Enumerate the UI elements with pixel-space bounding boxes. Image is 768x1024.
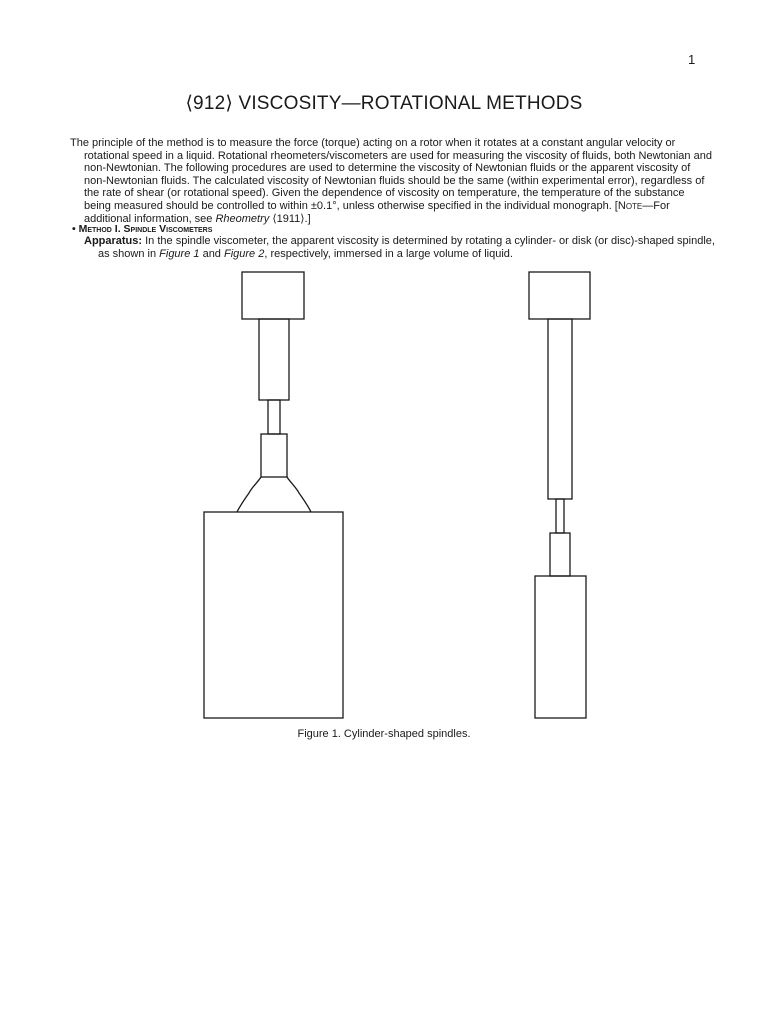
- left-spindle-upper-shaft: [259, 319, 289, 400]
- left-spindle-thin-shaft: [268, 400, 280, 434]
- intro-text-3: ⟨1911⟩.]: [269, 212, 311, 225]
- bullet-icon: •: [72, 223, 76, 235]
- figure-2-reference[interactable]: Figure 2: [223, 247, 265, 260]
- page-number: 1: [688, 52, 696, 67]
- apparatus-text-2: and: [199, 247, 224, 260]
- apparatus-label: Apparatus:: [84, 235, 143, 247]
- intro-text-2: —For additional information, see: [84, 199, 670, 225]
- right-spindle-motor-head: [529, 272, 590, 319]
- figure-1-reference[interactable]: Figure 1: [159, 247, 200, 260]
- intro-text-1: The principle of the method is to measure the force (torque) acting on a rotor when it rotates at a constant angular velocity or rotational speed in a liquid. Rotational rheometers/viscometers are used for measuring the viscosity of fluids, both Newtonian and non-Newtonian. The following procedures are used to determine the viscosity of Newtonian fluids or the apparent viscosity of non-Newtonian fluids. The calculated viscosity of Newtonian fluids should be the same (within experimental error), regardless of the rate of shear (or rotational speed). Given the dependence of viscosity on temperature, the temperature of the substance being measured should be controlled to within ±0.1°, unless otherwise specified in the individual monograph. [: [70, 137, 712, 212]
- left-spindle-cylinder: [204, 512, 343, 718]
- right-spindle-cylinder: [535, 576, 586, 718]
- rheometry-reference[interactable]: Rheometry: [215, 212, 270, 225]
- page-title: ⟨912⟩ VISCOSITY—ROTATIONAL METHODS: [185, 93, 583, 114]
- right-spindle-upper-shaft: [548, 319, 572, 499]
- right-spindle-coupling: [550, 533, 570, 576]
- left-spindle-coupling: [261, 434, 287, 477]
- figure-caption: Figure 1. Cylinder-shaped spindles.: [297, 728, 471, 740]
- apparatus-text-1: In the spindle viscometer, the apparent viscosity is determined by rotating a cylinder- or disk (or disc)-shaped spindle, as shown in: [98, 235, 715, 260]
- note-label: Note: [617, 199, 643, 212]
- left-spindle-cone: [237, 477, 311, 512]
- right-spindle-thin-shaft: [556, 499, 564, 533]
- apparatus-text-3: , respectively, immersed in a large volume of liquid.: [264, 247, 513, 260]
- left-spindle-motor-head: [242, 272, 304, 319]
- method-heading-text: Method I. Spindle Viscometers: [78, 223, 213, 235]
